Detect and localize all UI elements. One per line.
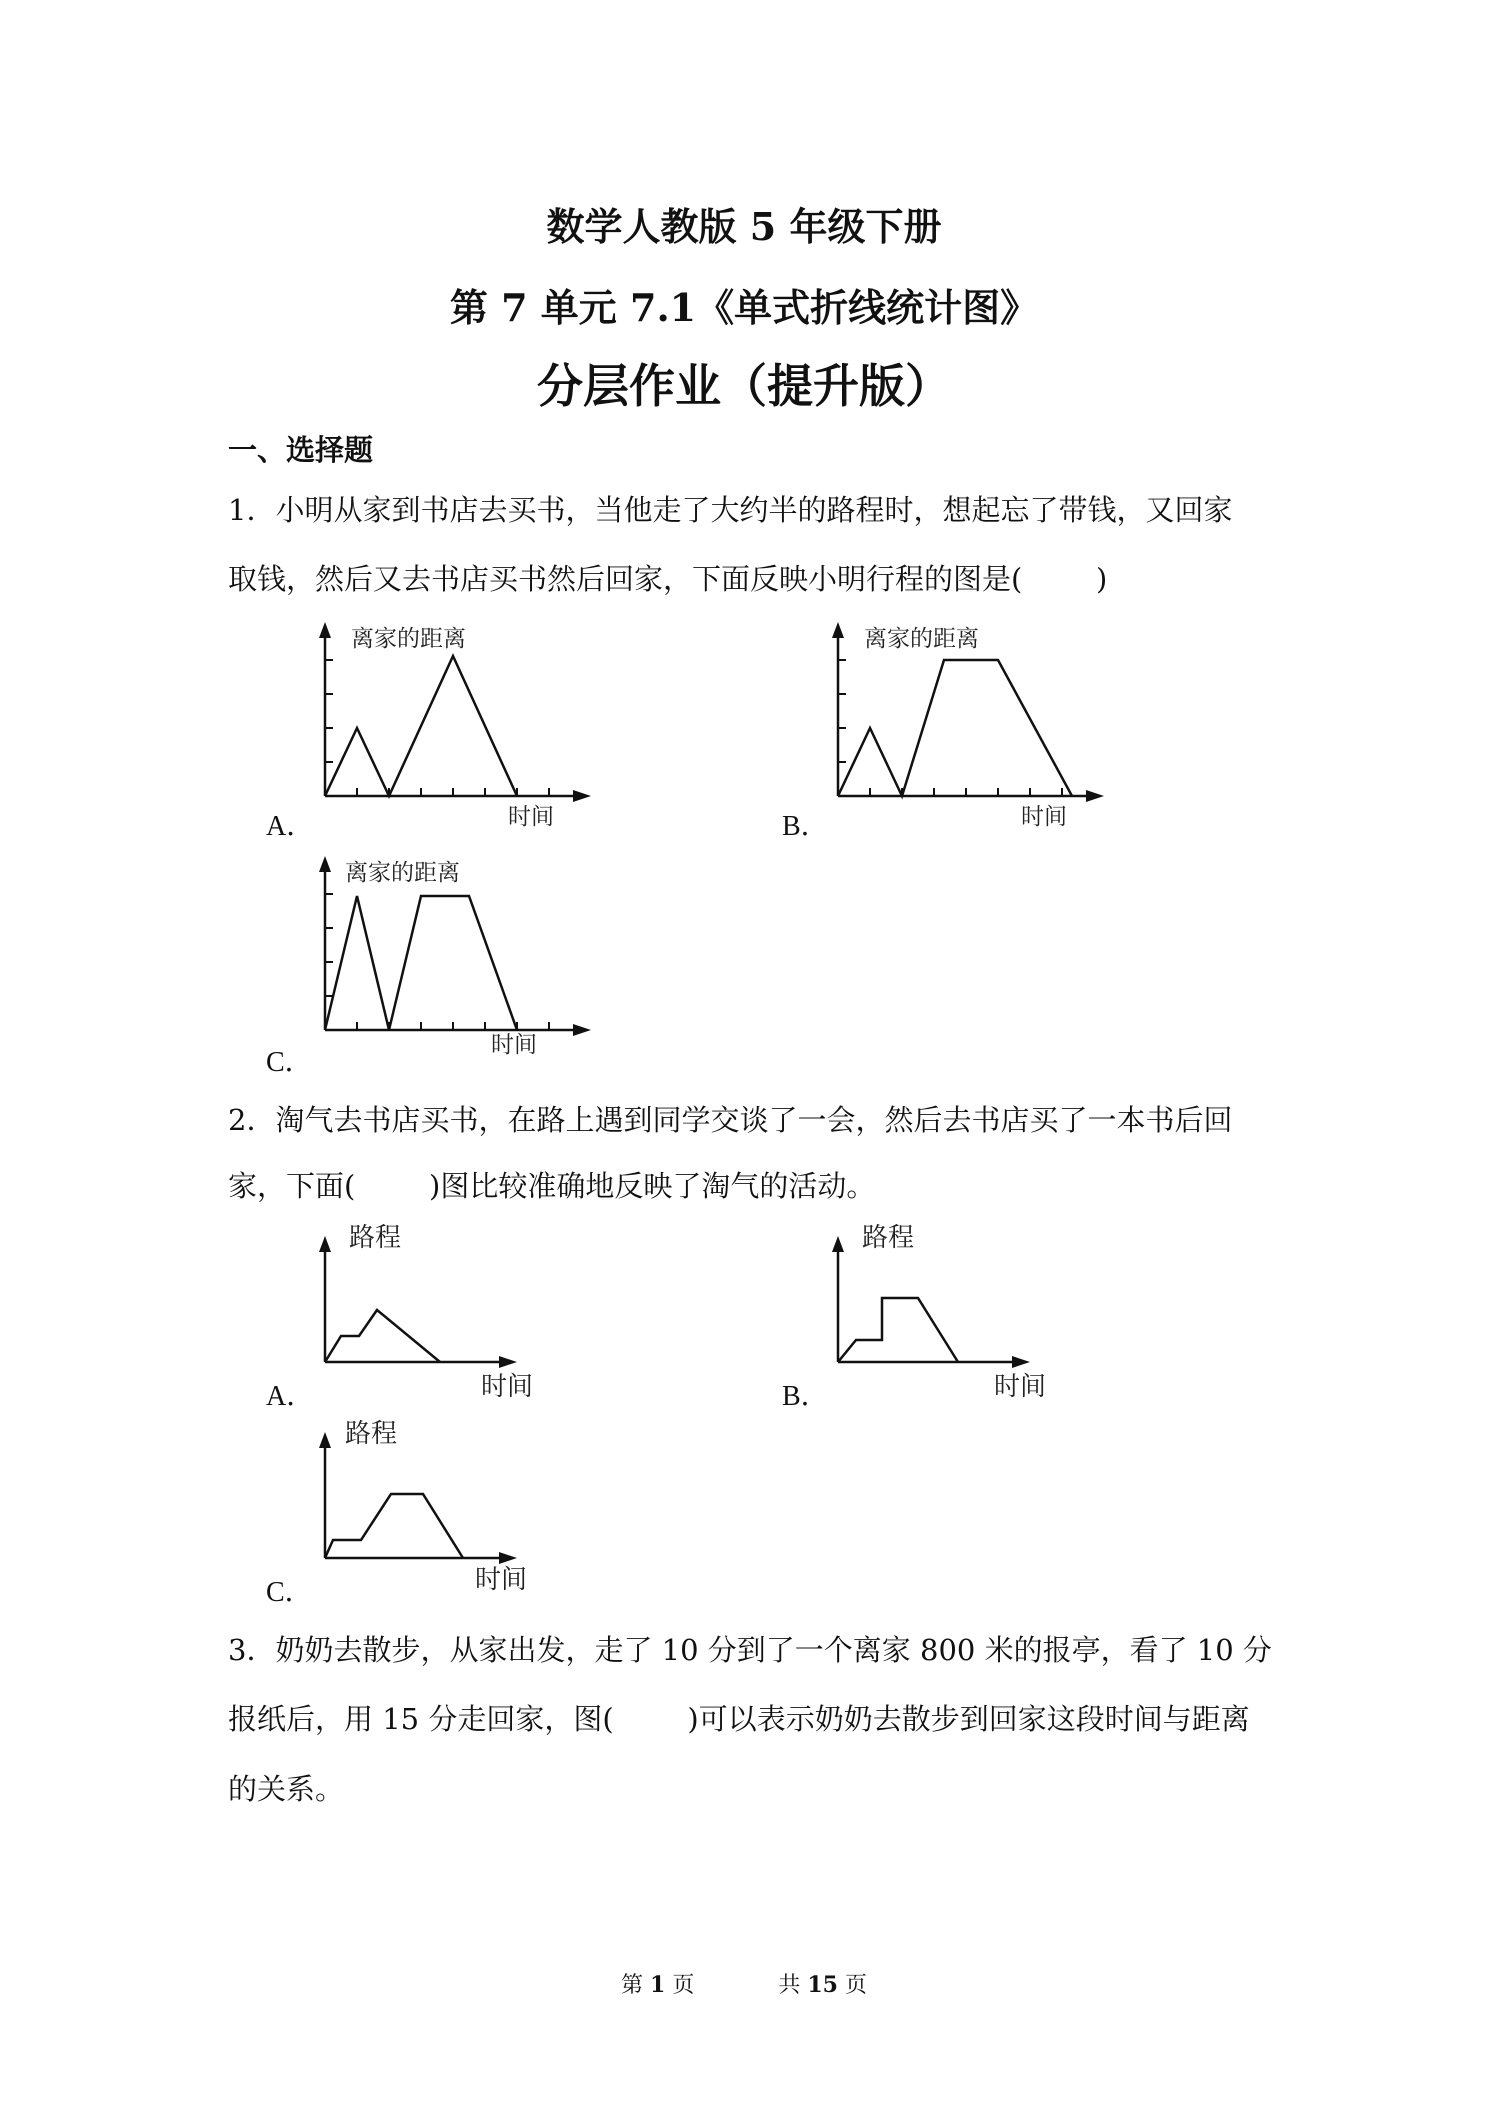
footer-page-number: 1 [650,1972,666,1998]
x-axis-arrow [499,1552,517,1564]
y-axis-arrow [319,622,331,638]
y-axis-arrow [832,1236,844,1252]
x-axis-arrow [573,790,591,802]
footer-page-suffix: 页 [672,1973,695,1998]
question-1-line-1: 1．小明从家到书店去买书，当他走了大约半的路程时，想起忘了带钱，又回家 [228,493,1233,527]
q2-option-b-label[interactable]: B． [782,1381,829,1412]
question-3-line-3: 的关系。 [228,1772,345,1806]
y-axis-label: 离家的距离 [351,626,466,652]
distance-line [325,1310,440,1362]
x-axis-label: 时间 [994,1372,1047,1402]
distance-line [325,656,517,796]
footer-total-pages: 15 [807,1972,838,1998]
question-2-line-1: 2．淘气去书店买书，在路上遇到同学交谈了一会，然后去书店买了一本书后回 [228,1103,1233,1137]
y-axis-arrow [319,1236,331,1252]
question-3-line-1: 3．奶奶去散步，从家出发，走了 10 分到了一个离家 800 米的报亭，看了 10 分 [228,1633,1272,1667]
y-axis-label: 离家的距离 [864,626,979,652]
q1-option-c-graph [315,854,605,1058]
distance-line [325,896,517,1030]
x-axis-label: 时间 [508,804,554,830]
distance-line [325,1494,463,1558]
x-axis-arrow [499,1356,517,1368]
unit-title: 第 7 单元 7.1《单式折线统计图》 [449,285,1039,330]
footer-page-prefix: 第 [621,1973,644,1998]
question-3-line-2: 报纸后，用 15 分走回家，图( )可以表示奶奶去散步到回家这段时间与距离 [228,1702,1250,1736]
x-axis-label: 时间 [491,1032,537,1058]
q1-option-a-label[interactable]: A． [266,811,315,842]
q1-option-b-graph [828,620,1118,830]
y-axis-arrow [832,622,844,638]
x-axis-label: 时间 [481,1372,534,1402]
q2-option-c-graph [315,1418,575,1598]
q2-option-b-graph [828,1222,1088,1402]
y-axis-label: 路程 [349,1223,402,1253]
x-axis-label: 时间 [475,1565,528,1595]
q2-option-a-label[interactable]: A． [266,1381,315,1412]
question-2-line-2: 家，下面( )图比较准确地反映了淘气的活动。 [228,1169,876,1203]
y-axis-label: 路程 [862,1223,915,1253]
x-axis-arrow [1012,1356,1030,1368]
x-axis-label: 时间 [1021,804,1067,830]
x-axis-arrow [573,1024,591,1036]
assignment-title: 分层作业（提升版） [537,359,951,413]
section-title: 一、选择题 [228,433,374,467]
y-axis-label: 路程 [345,1419,398,1449]
question-1-line-2: 取钱，然后又去书店买书然后回家，下面反映小明行程的图是( ) [228,562,1108,596]
y-axis-label: 离家的距离 [345,860,460,886]
page-footer [0,1968,1488,1999]
y-axis-arrow [319,1432,331,1448]
distance-line [838,1298,958,1362]
footer-total-prefix: 共 [778,1973,801,1998]
x-axis-arrow [1086,790,1104,802]
q1-option-a-graph [315,620,605,830]
worksheet-title: 数学人教版 5 年级下册 [546,204,942,249]
q2-option-a-graph [315,1222,575,1402]
y-axis-arrow [319,856,331,872]
q1-option-c-label[interactable]: C． [266,1047,313,1078]
distance-line [838,660,1072,796]
footer-total-suffix: 页 [844,1973,867,1998]
q1-option-b-label[interactable]: B． [782,811,829,842]
q2-option-c-label[interactable]: C． [266,1577,313,1608]
